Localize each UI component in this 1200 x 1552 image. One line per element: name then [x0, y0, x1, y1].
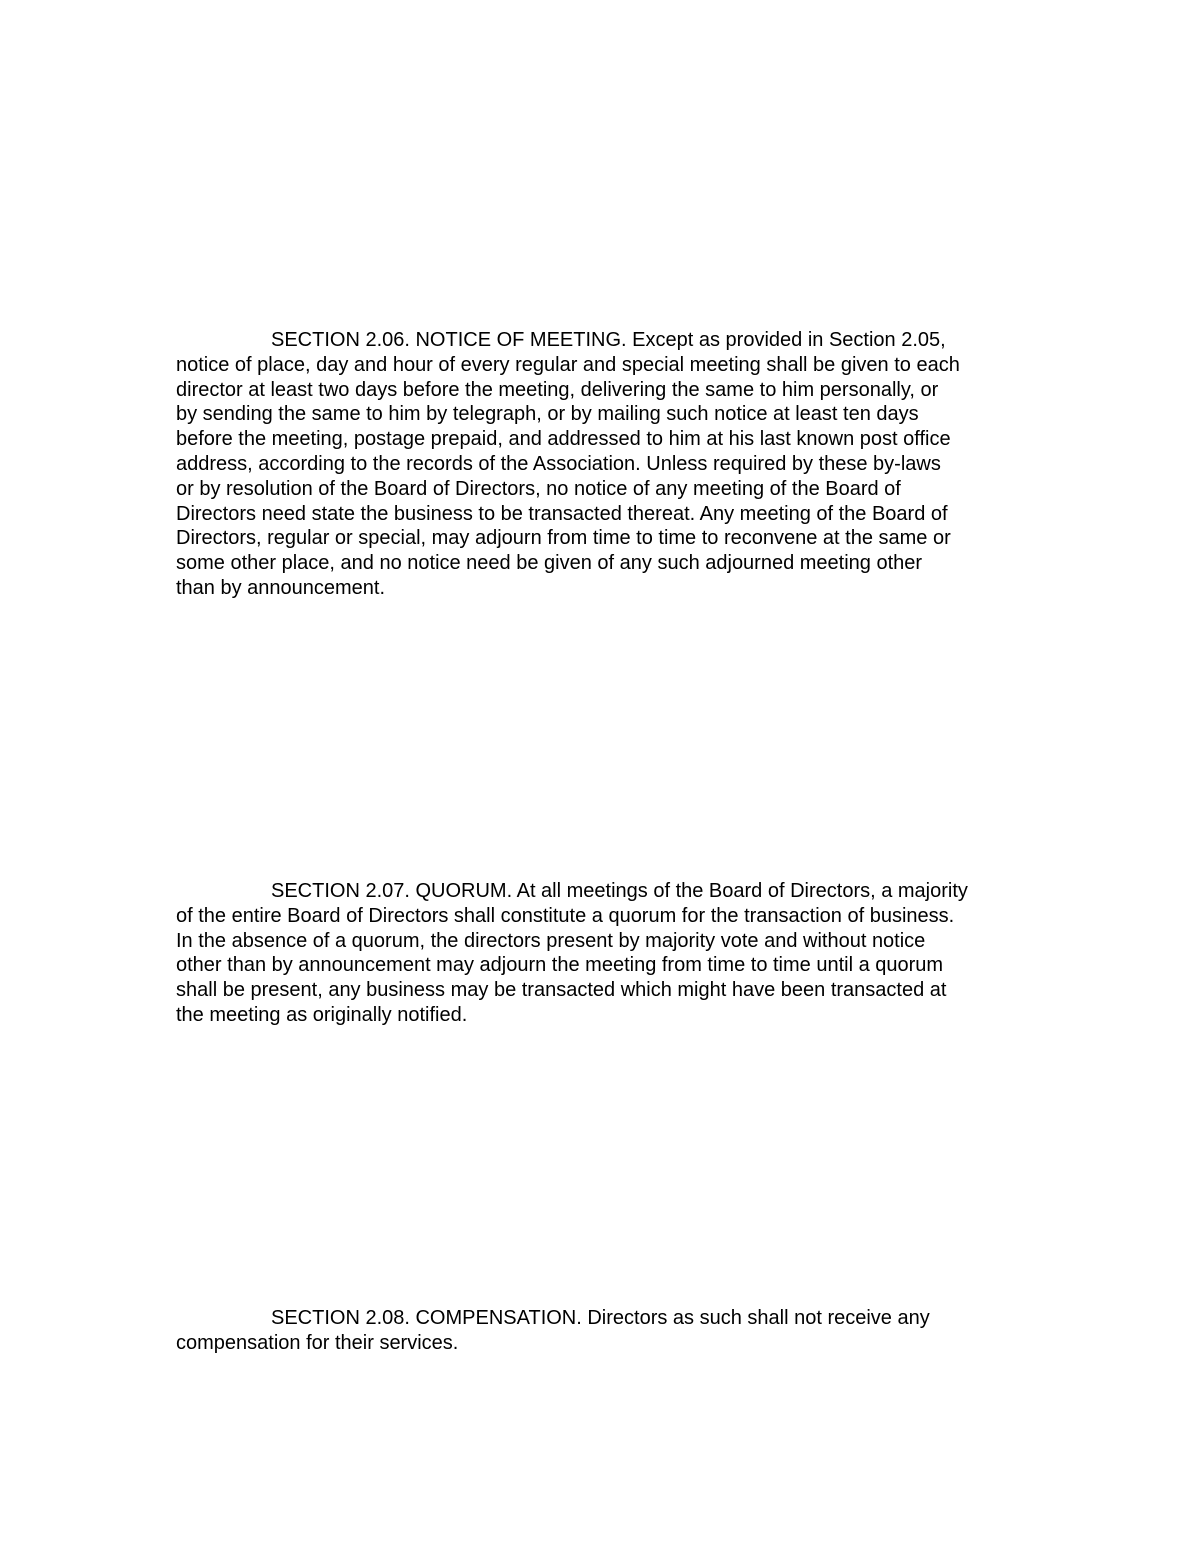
section-2-08-compensation: SECTION 2.08. COMPENSATION. Directors as such shall not receive any compensation for their services.	[176, 1307, 930, 1354]
section-2-07-quorum: SECTION 2.07. QUORUM. At all meetings of the Board of Directors, a majority of the entire Board of Directors shall constitute a quorum for the transaction of business. In the absence of a quorum, the directors present by majority vote and without notice other than by announcement may adjourn the meeting from time to time until a quorum shall be present, any business may be transacted which might have been transacted at the meeting as originally notified.	[176, 880, 968, 1026]
section-2-06-notice-of-meeting: SECTION 2.06. NOTICE OF MEETING. Except as provided in Section 2.05, notice of place, day and hour of every regular and special meeting shall be given to each director at least two days before the meeting, delivering the same to him personally, or by sending the same to him by telegraph, or by mailing such notice at least ten days before the meeting, postage prepaid, and addressed to him at his last known post office address, according to the records of the Association. Unless required by these by-laws or by resolution of the Board of Directors, no notice of any meeting of the Board of Directors need state the business to be transacted thereat. Any meeting of the Board of Directors, regular or special, may adjourn from time to time to reconvene at the same or some other place, and no notice need be given of any such adjourned meeting other than by announcement.	[176, 329, 960, 599]
